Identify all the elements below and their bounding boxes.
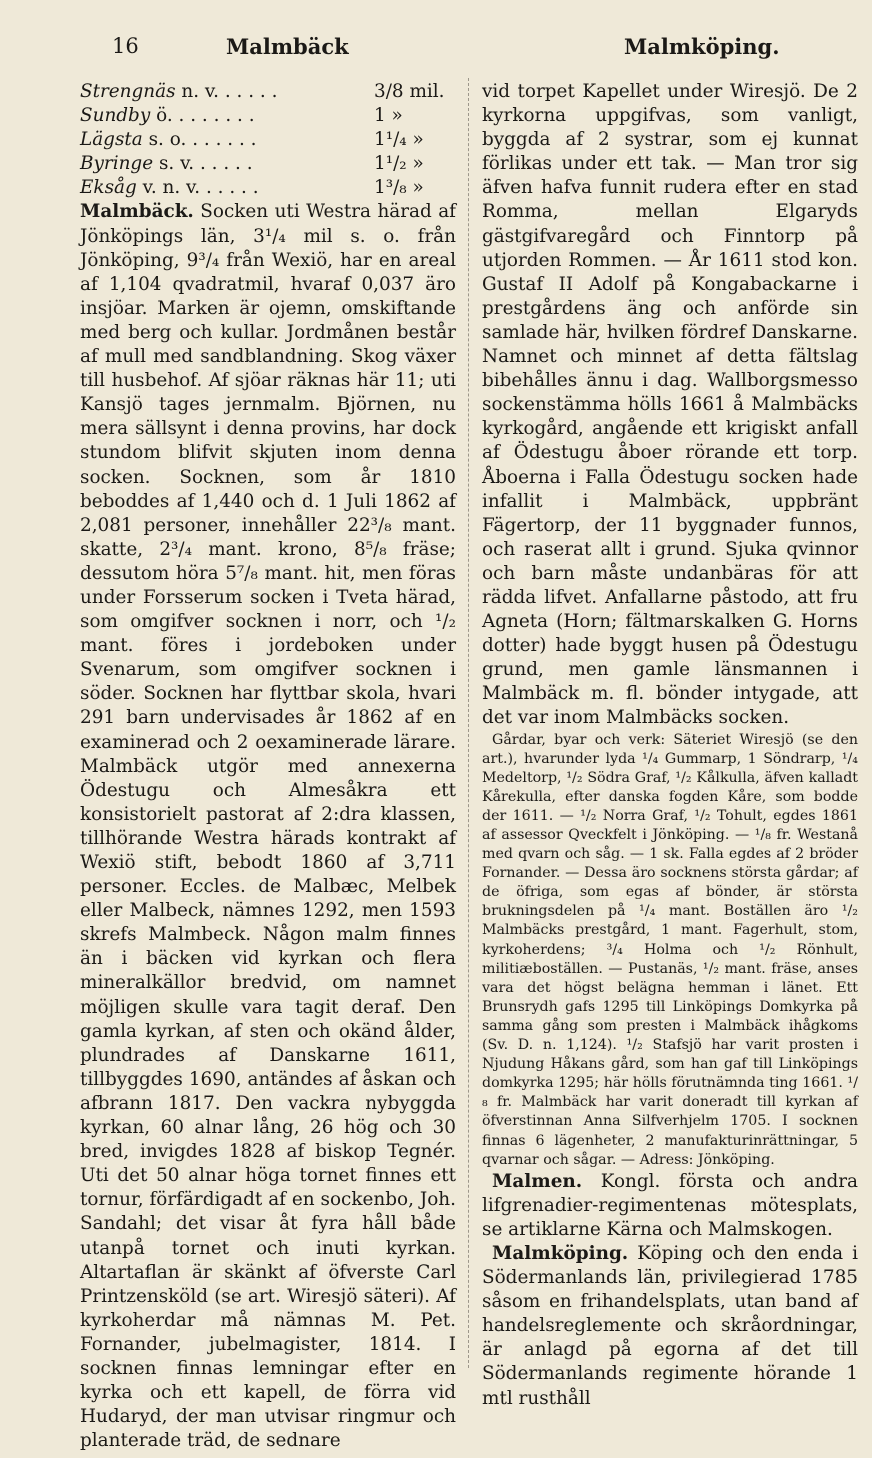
distance-value: 1³/₈ »: [374, 177, 424, 199]
distance-direction: ö.: [156, 105, 173, 127]
distance-place: Lägsta: [80, 129, 143, 151]
distance-direction: v. n. v.: [142, 177, 201, 199]
distance-row: Byringe s. v. . . . . . 1¹/₂ »: [80, 152, 456, 176]
distance-place: Byringe: [80, 153, 154, 175]
malmen-heading: Malmen.: [492, 1170, 583, 1192]
distance-direction: s. v.: [158, 153, 195, 175]
malmen-entry: [482, 1170, 858, 1242]
malmback-continuation: vid torpet Kapellet under Wiresjö. De 2 kyrkorna uppgifvas, som vanligt, byggda af 2 systrar, som ej kunnat förlikas under ett tak. — Man tror sig äfven hafva funnit rudera efter en stad Romma, mellan Elgaryds gästgifvaregård och Finntorp på utjorden Rommen. — År 1611 stod kon. Gustaf II Adolf på Kongabackarne i prestgårdens äng och anförde sin samlade här, hvilken fördref Danskarne. Namnet och minnet af detta fältslag bibehålles ännu i dag. Wallborgsmesso sockenstämma hölls 1661 å Malmbäcks kyrkogård, angående ett krigiskt anfall af Ödestugu åboer rörande ett torp. Åboerna i Falla Ödestugu socken hade infallit i Malmbäck, uppbränt Fägertorp, der 11 byggnader funnos, och raserat allt i grund. Sjuka qvinnor och barn måste undanbäras för att rädda lifvet. Anfallarne påstodo, att fru Agneta (Horn; fältmarskalken G. Horns dotter) hade byggt husen på Ödestugu grund, men gamle länsmannen i Malmbäck m. fl. bönder intygade, att det var inom Malmbäcks socken.: [482, 81, 858, 729]
malmkoping-text: Köping och den enda i Södermanlands län, privilegierad 1785 såsom en frihandelsplats, utan band af handelsreglemente och skråordningar, är anlagd på egorna af det till Södermanlands regimente hörande 1 mtl rusthåll: [482, 1242, 858, 1409]
malmkoping-heading: Malmköping.: [492, 1242, 629, 1264]
malmback-text: Socken uti Westra härad af Jönköpings län, 3¹/₄ mil s. o. från Jönköping, 9³/₄ från Wexiö, har en areal af 1,104 qvadratmil, hvaraf 0,037 äro insjöar. Marken är ojemn, omskiftande med berg och kullar. Jordmånen består af mull med sandblandning. Skog växer till husbehof. Af sjöar räknas här 11; uti Kansjö tages jernmalm. Björnen, nu mera sällsynt i denna provins, har dock stundom blifvit skjuten inom denna socken. Socknen, som år 1810 beboddes af 1,440 och d. 1 Juli 1862 af 2,081 personer, innehåller 22³/₈ mant. skatte, 2³/₄ mant. krono, 8⁵/₈ fräse; dessutom höra 5⁷/₈ mant. hit, men föras under Forsserum socken i Tveta härad, som omgifver socknen i norr, och ¹/₂ mant. föres i jordeboken under Svenarum, som omgifver socknen i söder. Socknen har flyttbar skola, hvari 291 barn undervisades år 1862 af en examinerad och 2 oexaminerade lärare. Malmbäck utgör med annexerna Ödestugu och Almesåkra ett konsistorielt pastorat af 2:dra klassen, tillhörande Westra härads kontrakt af Wexiö stift, bebodt 1860 af 3,711 personer. Eccles. de Malbæc, Melbek eller Malbeck, nämnes 1292, men 1593 skrefs Malmbeck. Någon malm finnes än i bäcken vid kyrkan och flera mineralkällor bredvid, om namnet möjligen skulle vara tagit deraf. Den gamla kyrkan, af sten och okänd ålder, plundrades af Danskarne 1611, tillbyggdes 1690, antändes af åskan och afbrann 1817. Den vackra nybyggda kyrkan, 60 alnar lång, 26 hög och 30 bred, invigdes 1828 af biskop Tegnér. Uti det 50 alnar höga tornet finnes ett tornur, förfärdigadt af en sockenbo, Joh. Sandahl; det visar åt fyra håll både utanpå tornet och inuti kyrkan. Altartaflan är skänkt af öfverste Carl Printzensköld (se art. Wiresjö säteri). Af kyrkoherdar må nämnas M. Pet. Fornander, jubelmagister, 1814. I socknen finnas lemningar efter en kyrka och ett kapell, de förra vid Hudaryd, der man utvisar ringmur och planterade träd, de sednare: [80, 201, 456, 1452]
distance-table: [80, 80, 456, 200]
malmback-heading: Malmbäck.: [80, 201, 194, 223]
distance-row: Eksåg v. n. v. . . . . . 1³/₈ »: [80, 176, 456, 200]
farms-paragraph: Gårdar, byar och verk: Säteriet Wiresjö (se den art.), hvarunder lyda ¹/₄ Gummarp, 1 Söndrarp, ¹/₄ Medeltorp, ¹/₂ Södra Graf, ¹/₂ Kålkulla, äfven kalladt Kårekulla, efter danska fogden Kåre, som bodde der 1611. — ¹/₂ Norra Graf, ¹/₂ Tohult, egdes 1861 af assessor Qveckfelt i Jönköping. — ¹/₈ fr. Westanå med qvarn och såg. — 1 sk. Falla egdes af 2 bröder Fornander. — Dessa äro socknens största gårdar; af de öfriga, som egas af bönder, är största brukningsdelen på ¹/₄ mant. Boställen äro ¹/₂ Malmbäcks prestgård, 1 mant. Fagerhult, stom, kyrkoherdens; ³/₄ Holma och ¹/₂ Rönhult, militiæboställen. — Pustanäs, ¹/₂ mant. fräse, anses vara det högst belägna hemman i länet. Ett Brunsrydh gafs 1295 till Linköpings Domkyrka på samma gång som presten i Malmbäck ihågkoms (Sv. D. n. 1,124). ¹/₂ Stafsjö har varit prosten i Njudung Håkans gård, som han gaf till Linköpings domkyrka 1295; här hölls förutnämnda ting 1661. ¹/₈ fr. Malmbäck har varit doneradt till kyrkan af öfverstinnan Anna Silfverhjelm 1705. I socknen finnas 6 lägenheter, 2 manufakturinrättningar, 5 qvarnar och sågar. — Adress: Jönköping.: [482, 731, 858, 1168]
malmback-entry: [80, 200, 456, 1453]
right-column: [482, 80, 858, 1411]
distance-place: Strengnäs: [80, 81, 176, 102]
malmen-text: Kongl. första och andra lifgrenadier-regimentenas mötesplats, se artiklarne Kärna och Malmskogen.: [482, 1170, 858, 1240]
distance-place: Sundby: [80, 105, 151, 127]
distance-row: Lägsta s. o. . . . . . . 1¹/₄ »: [80, 128, 456, 152]
distance-value: 3/8 mil.: [374, 81, 445, 102]
right-running-head: Malmköping.: [624, 34, 780, 59]
left-column: [80, 80, 456, 1453]
distance-direction: s. o.: [148, 129, 187, 151]
running-header: [0, 34, 872, 68]
column-divider: [468, 78, 469, 1368]
distance-direction: n. v.: [181, 81, 219, 102]
page-number: 16: [112, 34, 139, 58]
distance-value: 1 »: [374, 105, 403, 127]
distance-place: Eksåg: [80, 177, 137, 199]
distance-value: 1¹/₄ »: [374, 129, 424, 151]
left-running-head: Malmbäck: [226, 34, 349, 59]
malmkoping-entry: [482, 1242, 858, 1411]
distance-row: Strengnäs n. v. . . . . . 3/8 mil.: [80, 80, 456, 104]
distance-value: 1¹/₂ »: [374, 153, 424, 175]
distance-row: Sundby ö. . . . . . . . 1 »: [80, 104, 456, 128]
